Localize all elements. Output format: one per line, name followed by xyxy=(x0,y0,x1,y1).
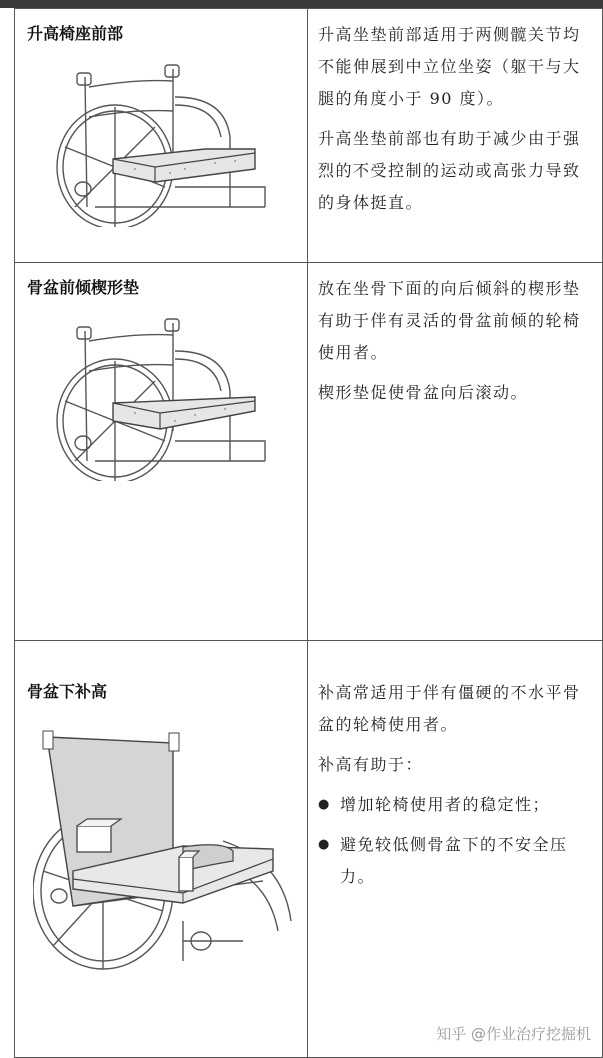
watermark: 知乎 @作业治疗挖掘机 xyxy=(436,1025,591,1043)
bullet-item xyxy=(318,789,593,821)
bullet-text: 增加轮椅使用者的稳定性； xyxy=(340,795,551,814)
row-title: 骨盆前倾楔形垫 xyxy=(27,278,140,297)
description-paragraph: 升高坐垫前部适用于两侧髋关节均不能伸展到中立位坐姿（躯干与大腿的角度小于 90 度）。 xyxy=(318,25,581,108)
row-title: 升高椅座前部 xyxy=(27,24,124,43)
top-border-bar xyxy=(0,0,603,8)
description-paragraph: 升高坐垫前部也有助于减少由于强烈的不受控制的运动或高张力导致的身体挺直。 xyxy=(318,129,581,212)
table-row xyxy=(15,641,603,1058)
row-3-left-cell xyxy=(15,641,308,1058)
row-2-left-cell xyxy=(15,263,308,641)
row-1-right-cell xyxy=(308,9,603,263)
row-title: 骨盆下补高 xyxy=(27,682,108,701)
wheelchair-wedge-cushion-illustration-icon xyxy=(55,311,285,481)
wheelchair-raised-front-cushion-illustration-icon xyxy=(55,57,285,227)
bullet-item xyxy=(318,829,593,893)
description-paragraph: 补高常适用于伴有僵硬的不水平骨盆的轮椅使用者。 xyxy=(318,683,581,734)
row-3-right-cell xyxy=(308,641,603,1058)
row-1-left-cell xyxy=(15,9,308,263)
bullet-dot-icon: ● xyxy=(318,837,331,852)
bullet-dot-icon: ● xyxy=(318,797,331,812)
bullet-text: 避免较低侧骨盆下的不安全压力。 xyxy=(340,835,568,886)
table-row xyxy=(15,263,603,641)
table-row xyxy=(15,9,603,263)
row-description xyxy=(318,19,593,227)
description-paragraph: 补高有助于： xyxy=(318,755,424,774)
description-paragraph: 放在坐骨下面的向后倾斜的楔形垫有助于伴有灵活的骨盆前倾的轮椅使用者。 xyxy=(318,279,581,362)
wheelchair-pelvic-buildup-illustration-icon xyxy=(33,721,295,971)
row-description xyxy=(318,273,593,417)
row-2-right-cell xyxy=(308,263,603,641)
description-paragraph: 楔形垫促使骨盆向后滚动。 xyxy=(318,383,529,402)
row-description xyxy=(318,677,593,901)
cushion-adjustment-table xyxy=(14,8,603,1058)
